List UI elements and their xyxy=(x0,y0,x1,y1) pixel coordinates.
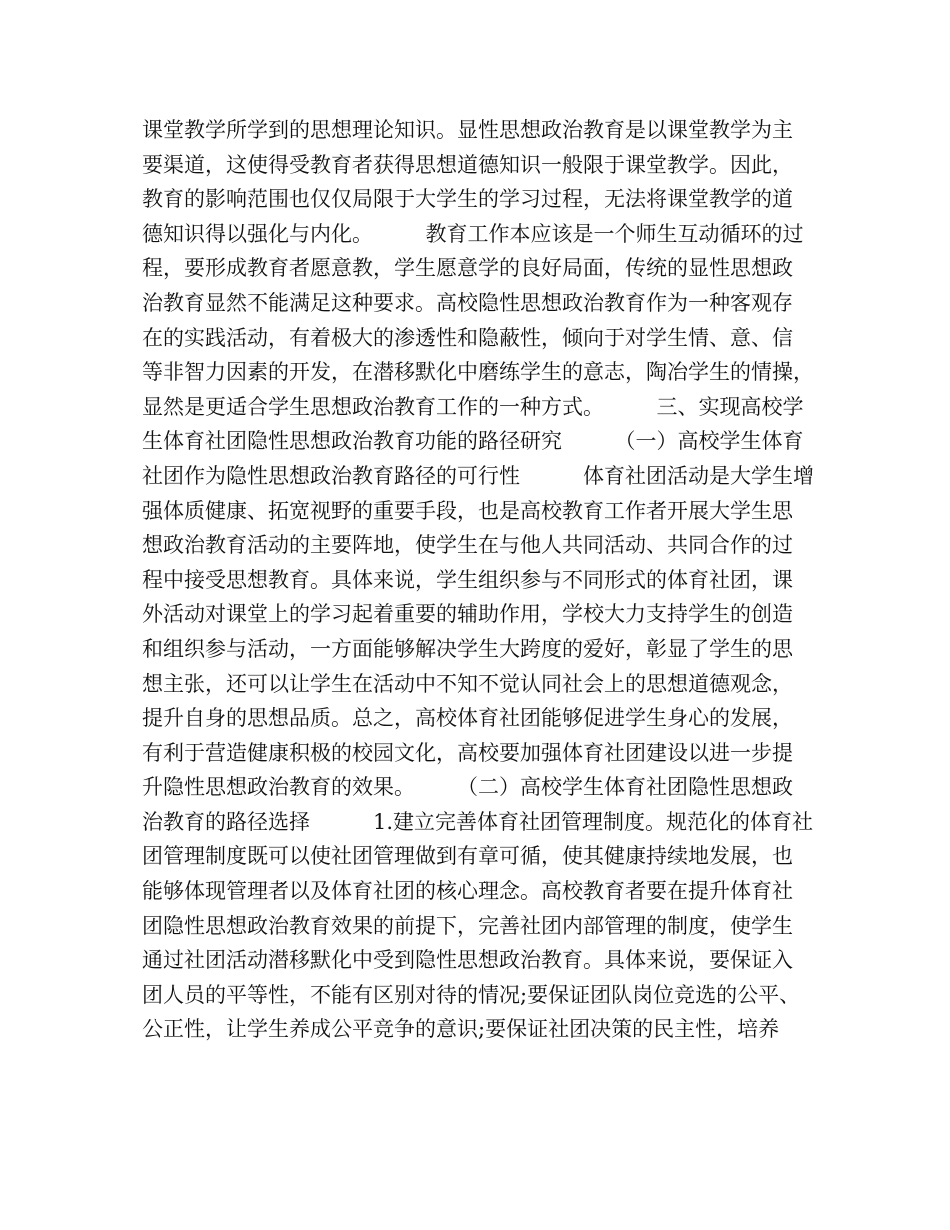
text-line: 生体育社团隐性思想政治教育功能的路径研究 （一）高校学生体育 xyxy=(142,429,804,454)
text-line: 有利于营造健康积极的校园文化，高校要加强体育社团建设以进一步提 xyxy=(142,740,793,765)
text-line: 团管理制度既可以使社团管理做到有章可循，使其健康持续地发展，也 xyxy=(142,844,793,869)
text-line: 升隐性思想政治教育的效果。 （二）高校学生体育社团隐性思想政 xyxy=(142,775,793,800)
text-line: 等非智力因素的开发，在潜移默化中磨练学生的意志，陶冶学生的情操， xyxy=(142,360,814,385)
text-line: 要渠道，这使得受教育者获得思想道德知识一般限于课堂教学。因此， xyxy=(142,152,793,177)
text-line: 公正性，让学生养成公平竞争的意识;要保证社团决策的民主性，培养 xyxy=(142,1017,780,1042)
text-line: 想主张，还可以让学生在活动中不知不觉认同社会上的思想道德观念， xyxy=(142,671,793,696)
text-line: 德知识得以强化与内化。 教育工作本应该是一个师生互动循环的过 xyxy=(142,221,804,246)
text-line: 治教育的路径选择 1.建立完善体育社团管理制度。规范化的体育社 xyxy=(142,809,814,834)
text-line: 强体质健康、拓宽视野的重要手段，也是高校教育工作者开展大学生思 xyxy=(142,498,793,523)
text-line: 程中接受思想教育。具体来说，学生组织参与不同形式的体育社团，课 xyxy=(142,567,793,592)
text-line: 通过社团活动潜移默化中受到隐性思想政治教育。具体来说，要保证入 xyxy=(142,948,793,973)
text-line: 提升自身的思想品质。总之，高校体育社团能够促进学生身心的发展， xyxy=(142,706,793,731)
text-line: 社团作为隐性思想政治教育路径的可行性 体育社团活动是大学生增 xyxy=(142,463,814,488)
text-line: 想政治教育活动的主要阵地，使学生在与他人共同活动、共同合作的过 xyxy=(142,533,793,558)
text-line: 程，要形成教育者愿意教，学生愿意学的良好局面，传统的显性思想政 xyxy=(142,256,793,281)
text-line: 团人员的平等性，不能有区别对待的情况;要保证团队岗位竞选的公平、 xyxy=(142,982,801,1007)
text-line: 显然是更适合学生思想政治教育工作的一种方式。 三、实现高校学 xyxy=(142,394,804,419)
body-text xyxy=(142,113,832,1047)
text-line: 治教育显然不能满足这种要求。高校隐性思想政治教育作为一种客观存 xyxy=(142,290,793,315)
text-line: 能够体现管理者以及体育社团的核心理念。高校教育者要在提升体育社 xyxy=(142,879,793,904)
text-line: 课堂教学所学到的思想理论知识。显性思想政治教育是以课堂教学为主 xyxy=(142,118,793,142)
text-line: 教育的影响范围也仅仅局限于大学生的学习过程，无法将课堂教学的道 xyxy=(142,187,793,212)
text-line: 在的实践活动，有着极大的渗透性和隐蔽性，倾向于对学生情、意、信 xyxy=(142,325,793,350)
text-line: 外活动对课堂上的学习起着重要的辅助作用，学校大力支持学生的创造 xyxy=(142,602,793,627)
text-line: 团隐性思想政治教育效果的前提下，完善社团内部管理的制度，使学生 xyxy=(142,913,793,938)
text-line: 和组织参与活动，一方面能够解决学生大跨度的爱好，彰显了学生的思 xyxy=(142,636,793,661)
